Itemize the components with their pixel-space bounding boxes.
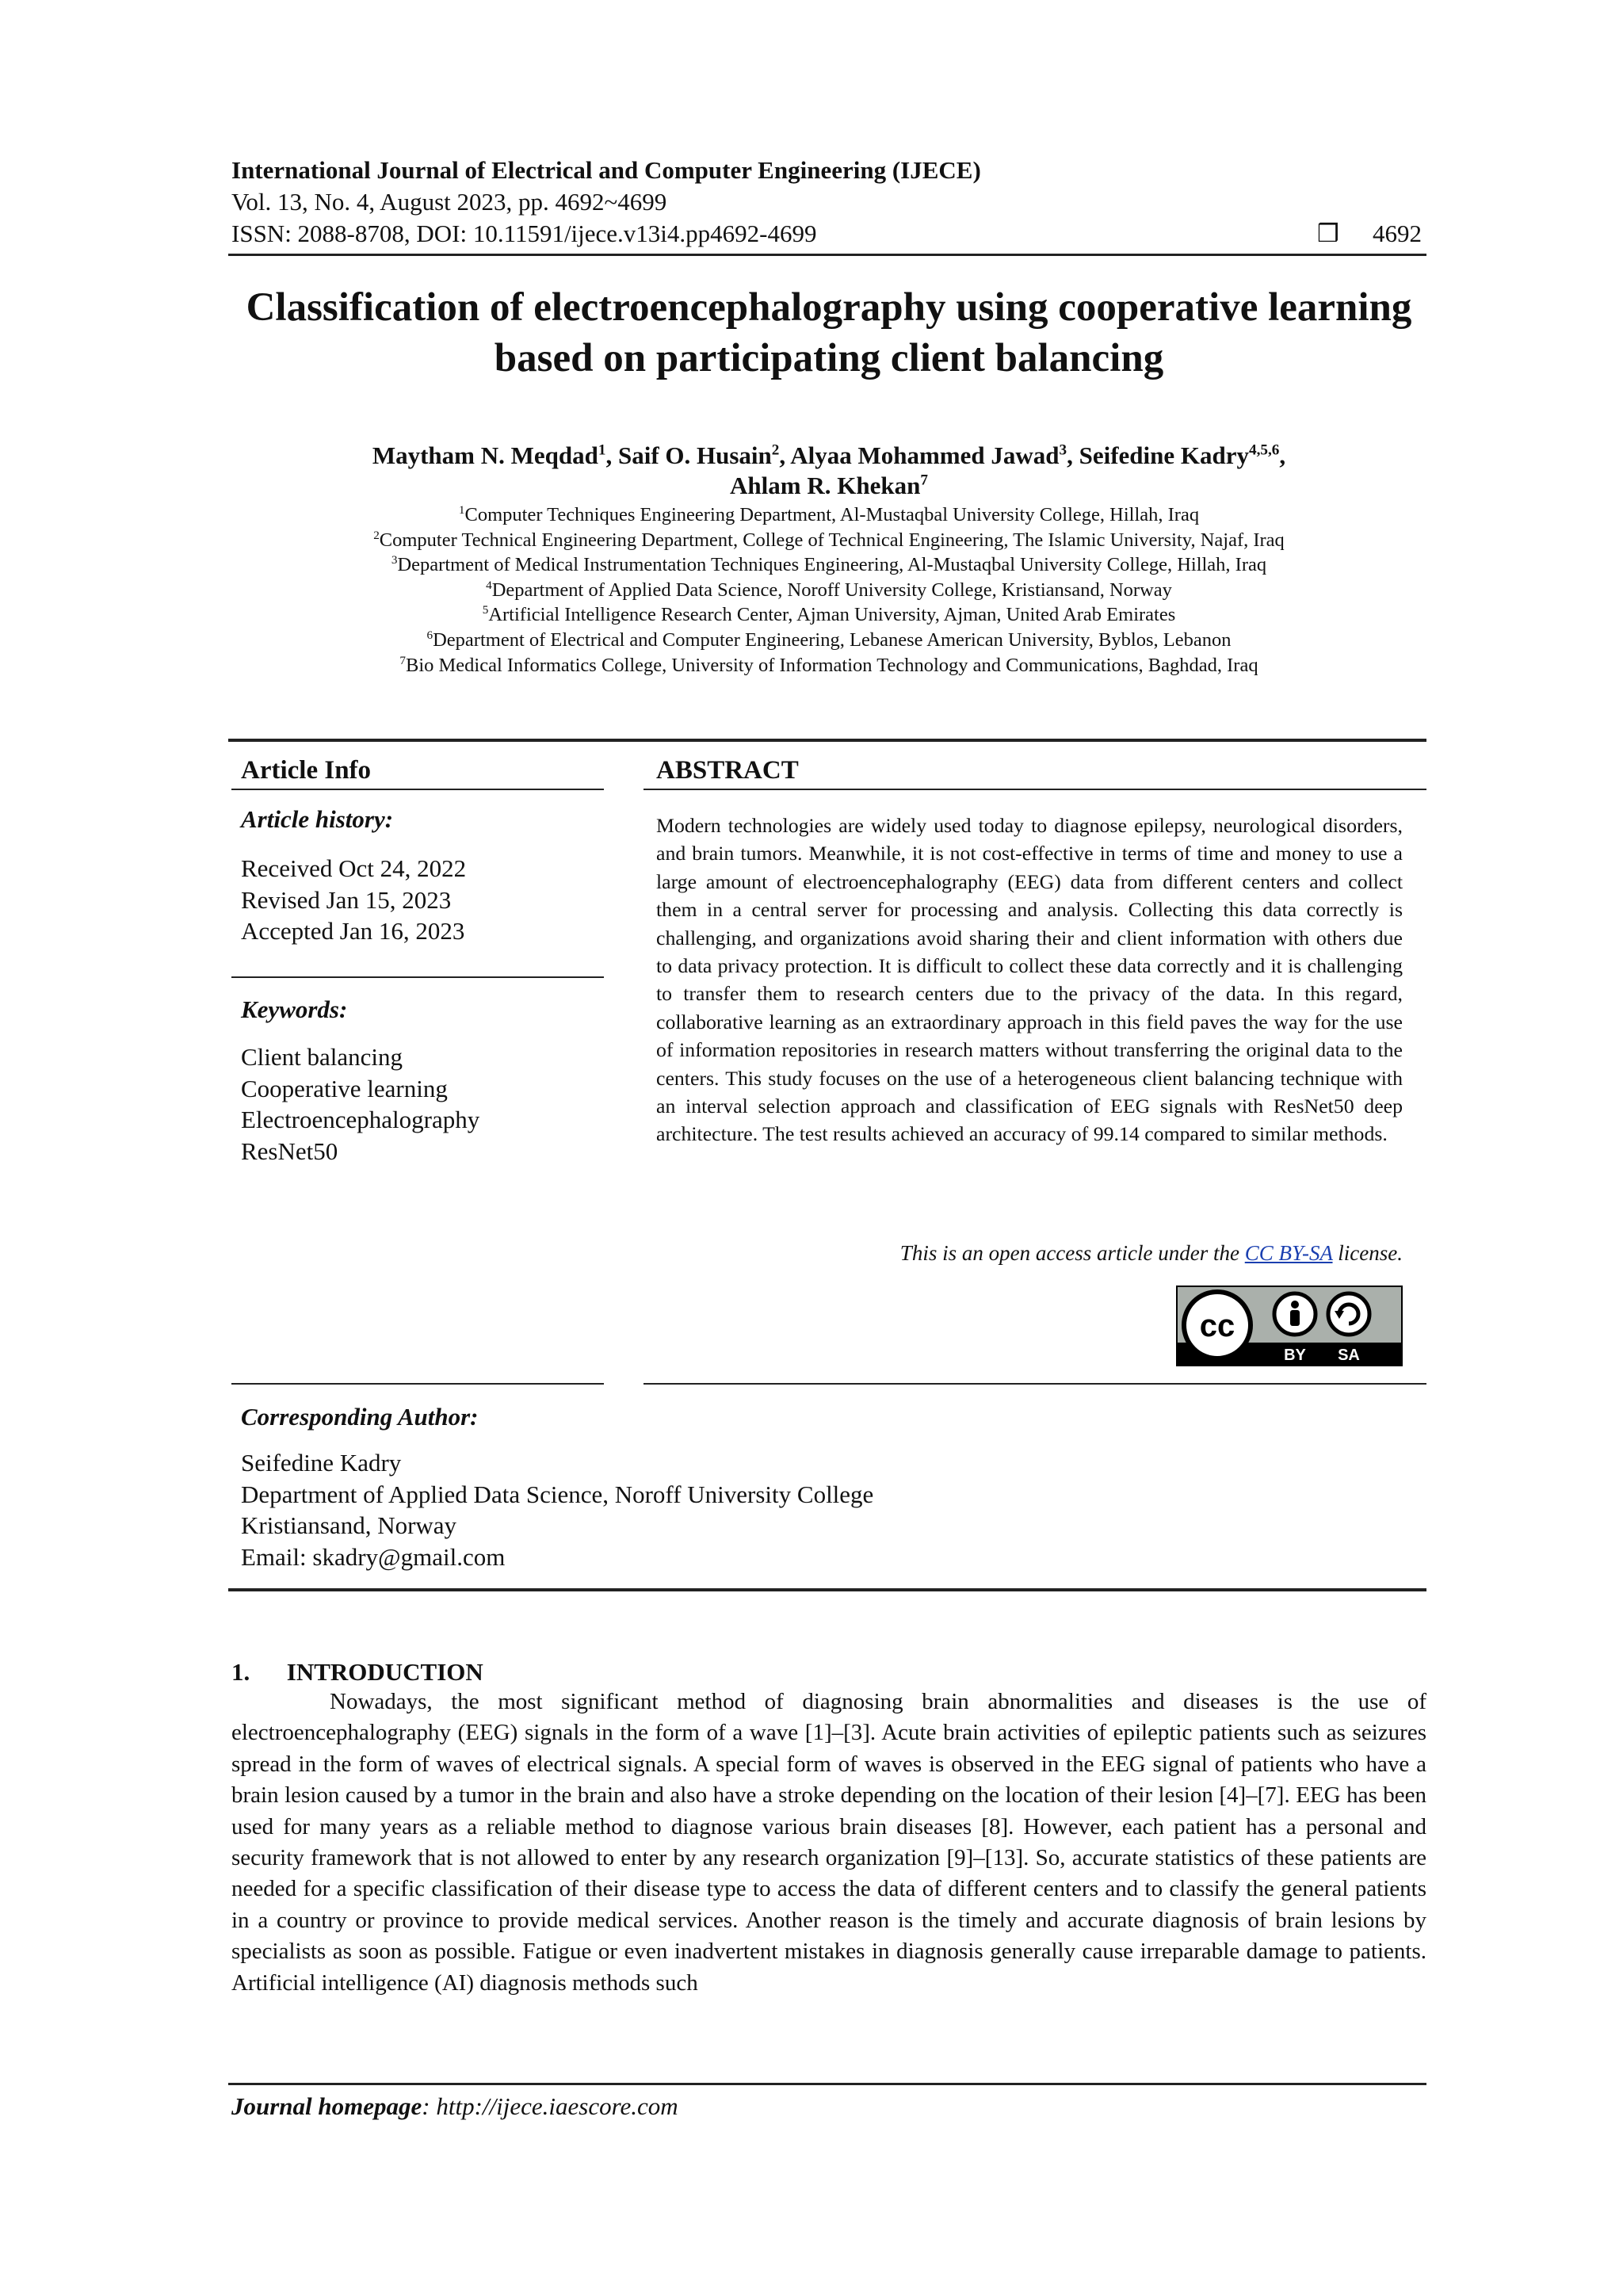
info-heading-rule — [231, 789, 604, 790]
article-info-heading: Article Info — [241, 756, 372, 785]
license-link[interactable]: CC BY-SA — [1244, 1241, 1333, 1265]
introduction-text: Nowadays, the most significant method of diagnosing brain abnormalities and diseases is the use of electroencephalography (EEG) signals in the form of a wave [1]–[3]. Acute brain activities of epileptic patients such as seizures spread in the form of waves of electrical signals. A special form of waves is observed in the EEG signal of patients who have a brain lesion caused by a tumor in the brain and also have a stroke depending on the location of their lesion [4]–[7]. EEG has been used for many years as a reliable method to diagnose various brain diseases [8]. However, each patient has a personal and security framework that is not allowed to enter by any research organization [9]–[13]. So, accurate statistics of these patients are needed for a specific classification of their disease type to access the data of different centers and to classify the general patients in a country or province to provide medical services. Another reason is the timely and accurate diagnosis of brain lesions by specialists as soon as possible. Fatigue or even inadvertent mistakes in diagnosis generally cause irreparable damage to patients. Artificial intelligence (AI) diagnosis methods such — [231, 1689, 1426, 1996]
sa-badge-label: SA — [1338, 1347, 1360, 1364]
history-item: Received Oct 24, 2022 — [241, 854, 467, 882]
journal-issn: ISSN: 2088-8708, DOI: 10.11591/ijece.v13i4.pp4692-4699 — [231, 220, 817, 247]
history-heading: Article history: — [241, 805, 394, 833]
corresponding-dept: Department of Applied Data Science, Noroff University College — [241, 1480, 874, 1508]
history-rule — [231, 976, 604, 978]
affiliation: $^1$Computer Techniques Engineering Department, Al-Mustaqbal University College, Hillah, Iraq — [458, 502, 1200, 525]
homepage-url[interactable]: : http://ijece.iaescore.com — [422, 2092, 678, 2120]
affiliation-list — [231, 502, 1426, 678]
paper-title: Classification of electroencephalography using cooperative learning based on participating client balancing — [246, 285, 1412, 380]
keywords-heading: Keywords: — [241, 995, 348, 1023]
corresponding-email[interactable]: Email: skadry@gmail.com — [241, 1542, 506, 1571]
page-box-icon: ❒ — [1317, 220, 1339, 247]
journal-name: International Journal of Electrical and Computer Engineering (IJECE) — [231, 156, 981, 184]
keyword: Electroencephalography — [241, 1106, 480, 1133]
history-item: Revised Jan 15, 2023 — [241, 885, 452, 914]
license-note: This is an open access article under the CC BY-SA license. — [899, 1241, 1403, 1265]
abstract-bottom-rule — [643, 1383, 1426, 1385]
keyword: ResNet50 — [241, 1137, 338, 1165]
author: Saif O. Husain$^2$, — [617, 441, 791, 469]
page-number: 4692 — [1373, 220, 1422, 247]
cc-by-sa-badge[interactable] — [1176, 1286, 1403, 1366]
box-top-rule — [228, 739, 1426, 742]
header-rule — [228, 254, 1426, 256]
introduction-heading: 1. INTRODUCTION — [231, 1658, 483, 1686]
affiliation: $^6$Department of Electrical and Computer Engineering, Lebanese American University, Byblos, Lebanon — [426, 628, 1232, 651]
author: Maytham N. Meqdad$^1$, — [372, 441, 618, 469]
cc-badge-graphic — [1176, 1286, 1403, 1366]
affiliation: $^3$Department of Medical Instrumentation Techniques Engineering, Al-Mustaqbal University College, Hillah, Iraq — [391, 553, 1267, 576]
cc-badge-label: cc — [1199, 1308, 1235, 1343]
keyword: Client balancing — [241, 1043, 403, 1071]
box-bottom-rule — [228, 1588, 1426, 1591]
journal-homepage: Journal homepage: http://ijece.iaescore.com — [231, 2092, 678, 2120]
affiliation: $^5$Artificial Intelligence Research Center, Ajman University, Ajman, United Arab Emirates — [482, 603, 1176, 626]
author: Ahlam R. Khekan$^7$ — [730, 472, 928, 499]
corresponding-name: Seifedine Kadry — [241, 1449, 402, 1477]
footer-rule — [228, 2083, 1426, 2085]
corresponding-location: Kristiansand, Norway — [241, 1511, 457, 1539]
history-item: Accepted Jan 16, 2023 — [241, 917, 465, 945]
corresponding-heading: Corresponding Author: — [241, 1403, 479, 1431]
author: Seifedine Kadry$^{4,5,6}$, — [1079, 441, 1286, 469]
affiliation: $^4$Department of Applied Data Science, Noroff University College, Kristiansand, Norway — [486, 578, 1172, 601]
info-bottom-rule — [231, 1383, 604, 1385]
keywords-list — [241, 1041, 479, 1167]
affiliation: $^7$Bio Medical Informatics College, University of Information Technology and Communications, Baghdad, Iraq — [399, 653, 1258, 676]
author-list — [231, 441, 1426, 501]
keyword: Cooperative learning — [241, 1074, 448, 1102]
history-list — [241, 853, 466, 947]
by-badge-label: BY — [1284, 1347, 1306, 1364]
author: Alyaa Mohammed Jawad$^3$, — [790, 441, 1079, 469]
abstract-heading-rule — [643, 789, 1426, 790]
corresponding-details — [241, 1447, 873, 1572]
affiliation: $^2$Computer Technical Engineering Department, College of Technical Engineering, The Islamic University, Najaf, Iraq — [373, 528, 1285, 551]
journal-volume: Vol. 13, No. 4, August 2023, pp. 4692~4699 — [231, 188, 667, 216]
abstract-text: Modern technologies are widely used today to diagnose epilepsy, neurological disorders, and brain tumors. Meanwhile, it is not cost-effective in terms of time and money to use a large amount of electroencephalography (EEG) data from different centers and collect them in a central server for processing and analysis. Collecting this data correctly is challenging, and organizations avoid sharing their and client information with others due to data privacy protection. It is difficult to collect these data correctly and it is challenging to transfer them to research centers due to the privacy of the data. In this regard, collaborative learning as an extraordinary approach in this field paves the way for the use of information repositories in research matters without transferring the original data to the centers. This study focuses on the use of a heterogeneous client balancing technique with an interval selection approach and classification of EEG signals with ResNet50 deep architecture. The test results achieved an accuracy of 99.14 compared to similar methods. — [656, 814, 1403, 1146]
abstract-heading: ABSTRACT — [656, 756, 799, 785]
